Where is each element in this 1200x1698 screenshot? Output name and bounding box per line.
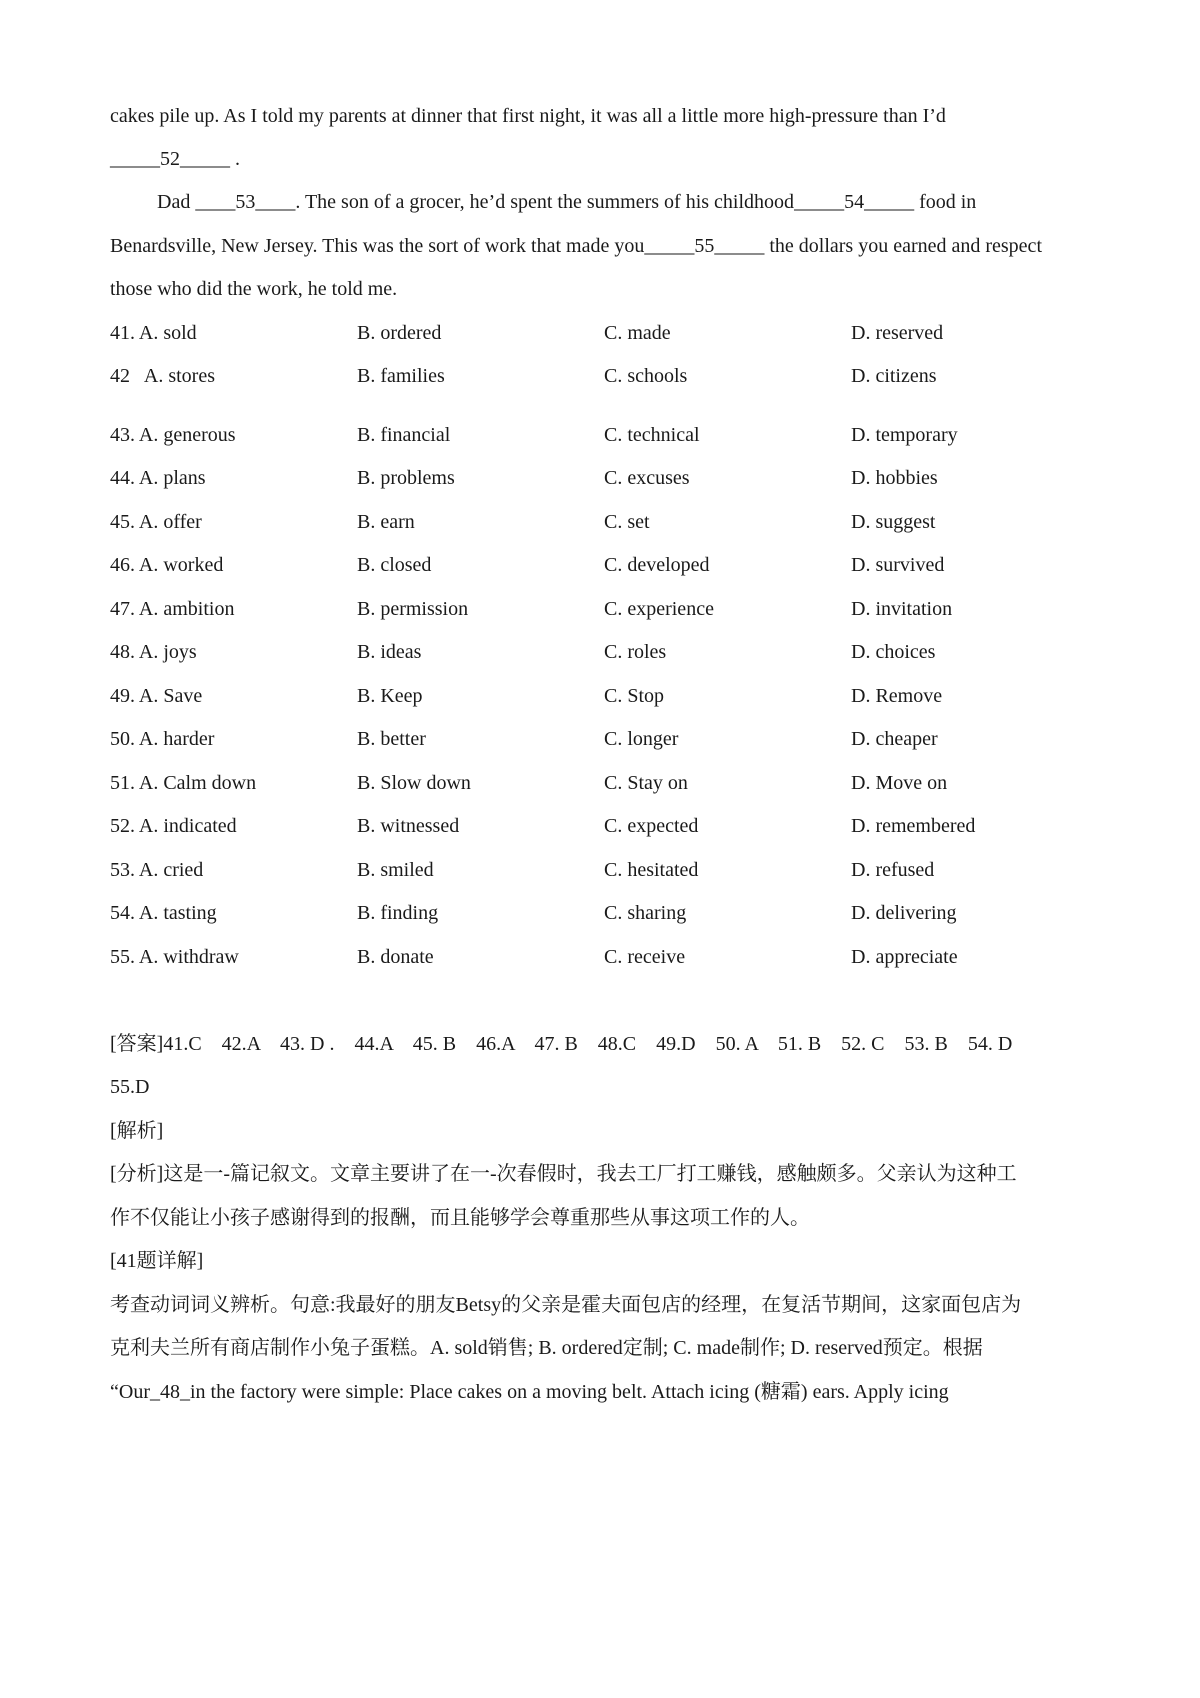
option-d: D. reserved	[851, 322, 944, 344]
option-b: B. closed	[357, 554, 432, 576]
option-c: C. longer	[604, 728, 679, 750]
analysis-summary-line-1: [分析]这是一-篇记叙文。文章主要讲了在一-次春假时，我去工厂打工赚钱，感触颇多。父亲认为这种工	[110, 1163, 1017, 1185]
option-b: B. finding	[357, 902, 439, 924]
passage-line-2	[110, 147, 240, 171]
option-c: C. roles	[604, 641, 667, 663]
passage-line-3-end: food in	[914, 191, 977, 213]
q41-explanation-line-3: “Our_48_in the factory were simple: Place cakes on a moving belt. Attach icing (糖霜) ears. Apply icing	[110, 1381, 949, 1403]
option-d: D. suggest	[851, 511, 936, 533]
option-a: 45. A. offer	[110, 511, 202, 533]
option-d: D. invitation	[851, 598, 953, 620]
option-b: B. Keep	[357, 685, 423, 707]
option-a: 46. A. worked	[110, 554, 224, 576]
option-d: D. choices	[851, 641, 936, 663]
passage-line-4-end: the dollars you earned and respect	[764, 235, 1042, 257]
option-d: D. hobbies	[851, 467, 938, 489]
option-d: D. remembered	[851, 815, 976, 837]
option-d: D. Remove	[851, 685, 943, 707]
answer-key-line-1: [答案]41.C 42.A 43. D . 44.A 45. B 46.A 47. B 48.C 49.D 50. A 51. B 52. C 53. B 54. D	[110, 1033, 1013, 1055]
option-c: C. technical	[604, 424, 700, 446]
blank-52: _____52_____	[110, 148, 230, 170]
option-c: C. expected	[604, 815, 699, 837]
passage-line-3	[157, 190, 976, 214]
passage-line-3-mid: . The son of a grocer, he’d spent the summers of his childhood	[295, 191, 795, 213]
option-d: D. Move on	[851, 772, 948, 794]
option-d: D. delivering	[851, 902, 957, 924]
option-c: C. experience	[604, 598, 714, 620]
option-d: D. survived	[851, 554, 945, 576]
option-a: 44. A. plans	[110, 467, 206, 489]
option-b: B. ideas	[357, 641, 422, 663]
analysis-summary-line-2: 作不仅能让小孩子感谢得到的报酬，而且能够学会尊重那些从事这项工作的人。	[110, 1207, 810, 1229]
q41-explanation-line-1: 考查动词词义辨析。句意:我最好的朋友Betsy的父亲是霍夫面包店的经理，在复活节期间，这家面包店为	[110, 1294, 1022, 1316]
option-a: 51. A. Calm down	[110, 772, 257, 794]
option-b: B. smiled	[357, 859, 434, 881]
option-c: C. developed	[604, 554, 710, 576]
answer-key-line-2: 55.D	[110, 1076, 150, 1098]
q41-explanation-line-2: 克利夫兰所有商店制作小兔子蛋糕。A. sold销售; B. ordered定制; C. made制作; D. reserved预定。根据	[110, 1337, 983, 1359]
option-a: 54. A. tasting	[110, 902, 217, 924]
option-b: B. donate	[357, 946, 434, 968]
passage-line-4-start: Benardsville, New Jersey. This was the sort of work that made you	[110, 235, 645, 257]
option-b: B. financial	[357, 424, 451, 446]
passage-line-3-start: Dad	[157, 191, 196, 213]
option-c: C. receive	[604, 946, 686, 968]
blank-55: _____55_____	[644, 235, 765, 257]
passage-line-2-end: .	[230, 148, 240, 170]
option-a: 48. A. joys	[110, 641, 197, 663]
option-b: B. earn	[357, 511, 415, 533]
option-b: B. permission	[357, 598, 469, 620]
option-a: 43. A. generous	[110, 424, 236, 446]
option-a: 52. A. indicated	[110, 815, 237, 837]
blank-54: _____54_____	[794, 191, 915, 213]
option-a: 49. A. Save	[110, 685, 203, 707]
option-b: B. families	[357, 365, 445, 387]
option-c: C. Stay on	[604, 772, 688, 794]
passage-line-5: those who did the work, he told me.	[110, 278, 398, 300]
option-c: C. schools	[604, 365, 688, 387]
option-b: B. problems	[357, 467, 455, 489]
blank-53: ____53____	[195, 191, 296, 213]
option-a: 55. A. withdraw	[110, 946, 239, 968]
option-d: D. appreciate	[851, 946, 958, 968]
passage-line-4	[110, 234, 1042, 258]
passage-line-1: cakes pile up. As I told my parents at dinner that first night, it was all a little more high-pressure than I’d	[110, 105, 946, 127]
q41-heading: [41题详解]	[110, 1250, 204, 1272]
option-d: D. cheaper	[851, 728, 938, 750]
option-c: C. sharing	[604, 902, 687, 924]
option-a: 41. A. sold	[110, 322, 197, 344]
option-c: C. hesitated	[604, 859, 699, 881]
option-c: C. excuses	[604, 467, 690, 489]
option-a: 42 A. stores	[110, 365, 215, 387]
option-b: B. ordered	[357, 322, 442, 344]
option-a: 47. A. ambition	[110, 598, 235, 620]
option-d: D. refused	[851, 859, 935, 881]
option-c: C. Stop	[604, 685, 665, 707]
option-d: D. temporary	[851, 424, 958, 446]
analysis-heading: [解析]	[110, 1120, 164, 1142]
option-d: D. citizens	[851, 365, 937, 387]
option-b: B. Slow down	[357, 772, 471, 794]
option-b: B. better	[357, 728, 426, 750]
option-a: 53. A. cried	[110, 859, 204, 881]
option-a: 50. A. harder	[110, 728, 215, 750]
option-b: B. witnessed	[357, 815, 460, 837]
option-c: C. set	[604, 511, 650, 533]
option-c: C. made	[604, 322, 671, 344]
